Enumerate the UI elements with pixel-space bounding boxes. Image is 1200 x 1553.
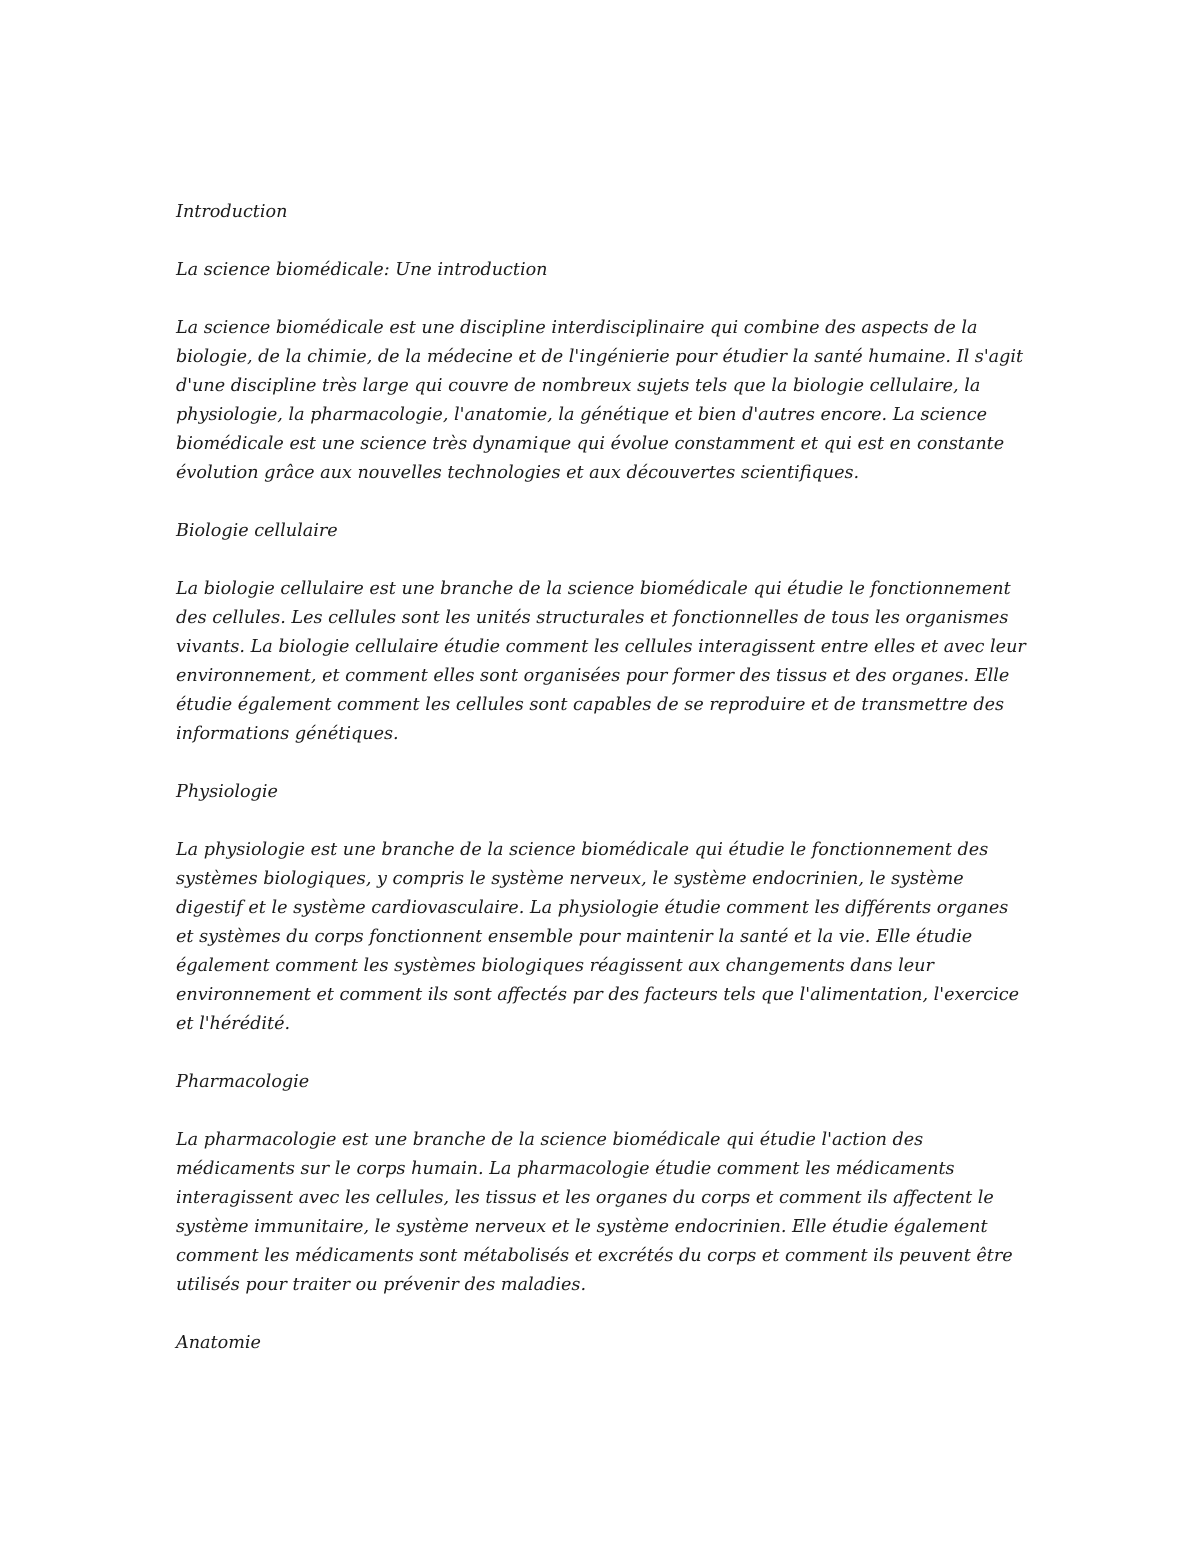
section-body-pharmacologie: La pharmacologie est une branche de la science biomédicale qui étudie l'action des médicaments sur le corps humain. La pharmacologie étudie comment les médicaments interagissent avec les cellules, les tissus et les organes du corps et comment ils affectent le système immunitaire, le système nerveux et le système endocrinien. Elle étudie également comment les médicaments sont métabolisés et excrétés du corps et comment ils peuvent être utilisés pour traiter ou prévenir des maladies.: [176, 1130, 1013, 1295]
section-heading-anatomie: Anatomie: [176, 1333, 261, 1353]
document-body: [176, 198, 1026, 1358]
section-body-biologie-cellulaire: La biologie cellulaire est une branche de la science biomédicale qui étudie le fonctionnement des cellules. Les cellules sont les unités structurales et fonctionnelles de tous les organismes vivants. La biologie cellulaire étudie comment les cellules interagissent entre elles et avec leur environnement, et comment elles sont organisées pour former des tissus et des organes. Elle étudie également comment les cellules sont capables de se reproduire et de transmettre des informations génétiques.: [176, 579, 1026, 744]
intro-paragraph: La science biomédicale est une discipline interdisciplinaire qui combine des aspects de la biologie, de la chimie, de la médecine et de l'ingénierie pour étudier la santé humaine. Il s'agit d'une discipline très large qui couvre de nombreux sujets tels que la biologie cellulaire, la physiologie, la pharmacologie, l'anatomie, la génétique et bien d'autres encore. La science biomédicale est une science très dynamique qui évolue constamment et qui est en constante évolution grâce aux nouvelles technologies et aux découvertes scientifiques.: [176, 318, 1024, 483]
section-heading-pharmacologie: Pharmacologie: [176, 1072, 310, 1092]
intro-label: Introduction: [176, 202, 288, 222]
section-body-physiologie: La physiologie est une branche de la science biomédicale qui étudie le fonctionnement des systèmes biologiques, y compris le système nerveux, le système endocrinien, le système digestif et le système cardiovasculaire. La physiologie étudie comment les différents organes et systèmes du corps fonctionnent ensemble pour maintenir la santé et la vie. Elle étudie également comment les systèmes biologiques réagissent aux changements dans leur environnement et comment ils sont affectés par des facteurs tels que l'alimentation, l'exercice et l'hérédité.: [176, 840, 1020, 1034]
section-heading-biologie-cellulaire: Biologie cellulaire: [176, 521, 338, 541]
section-heading-physiologie: Physiologie: [176, 782, 278, 802]
document-title: La science biomédicale: Une introduction: [176, 260, 548, 280]
